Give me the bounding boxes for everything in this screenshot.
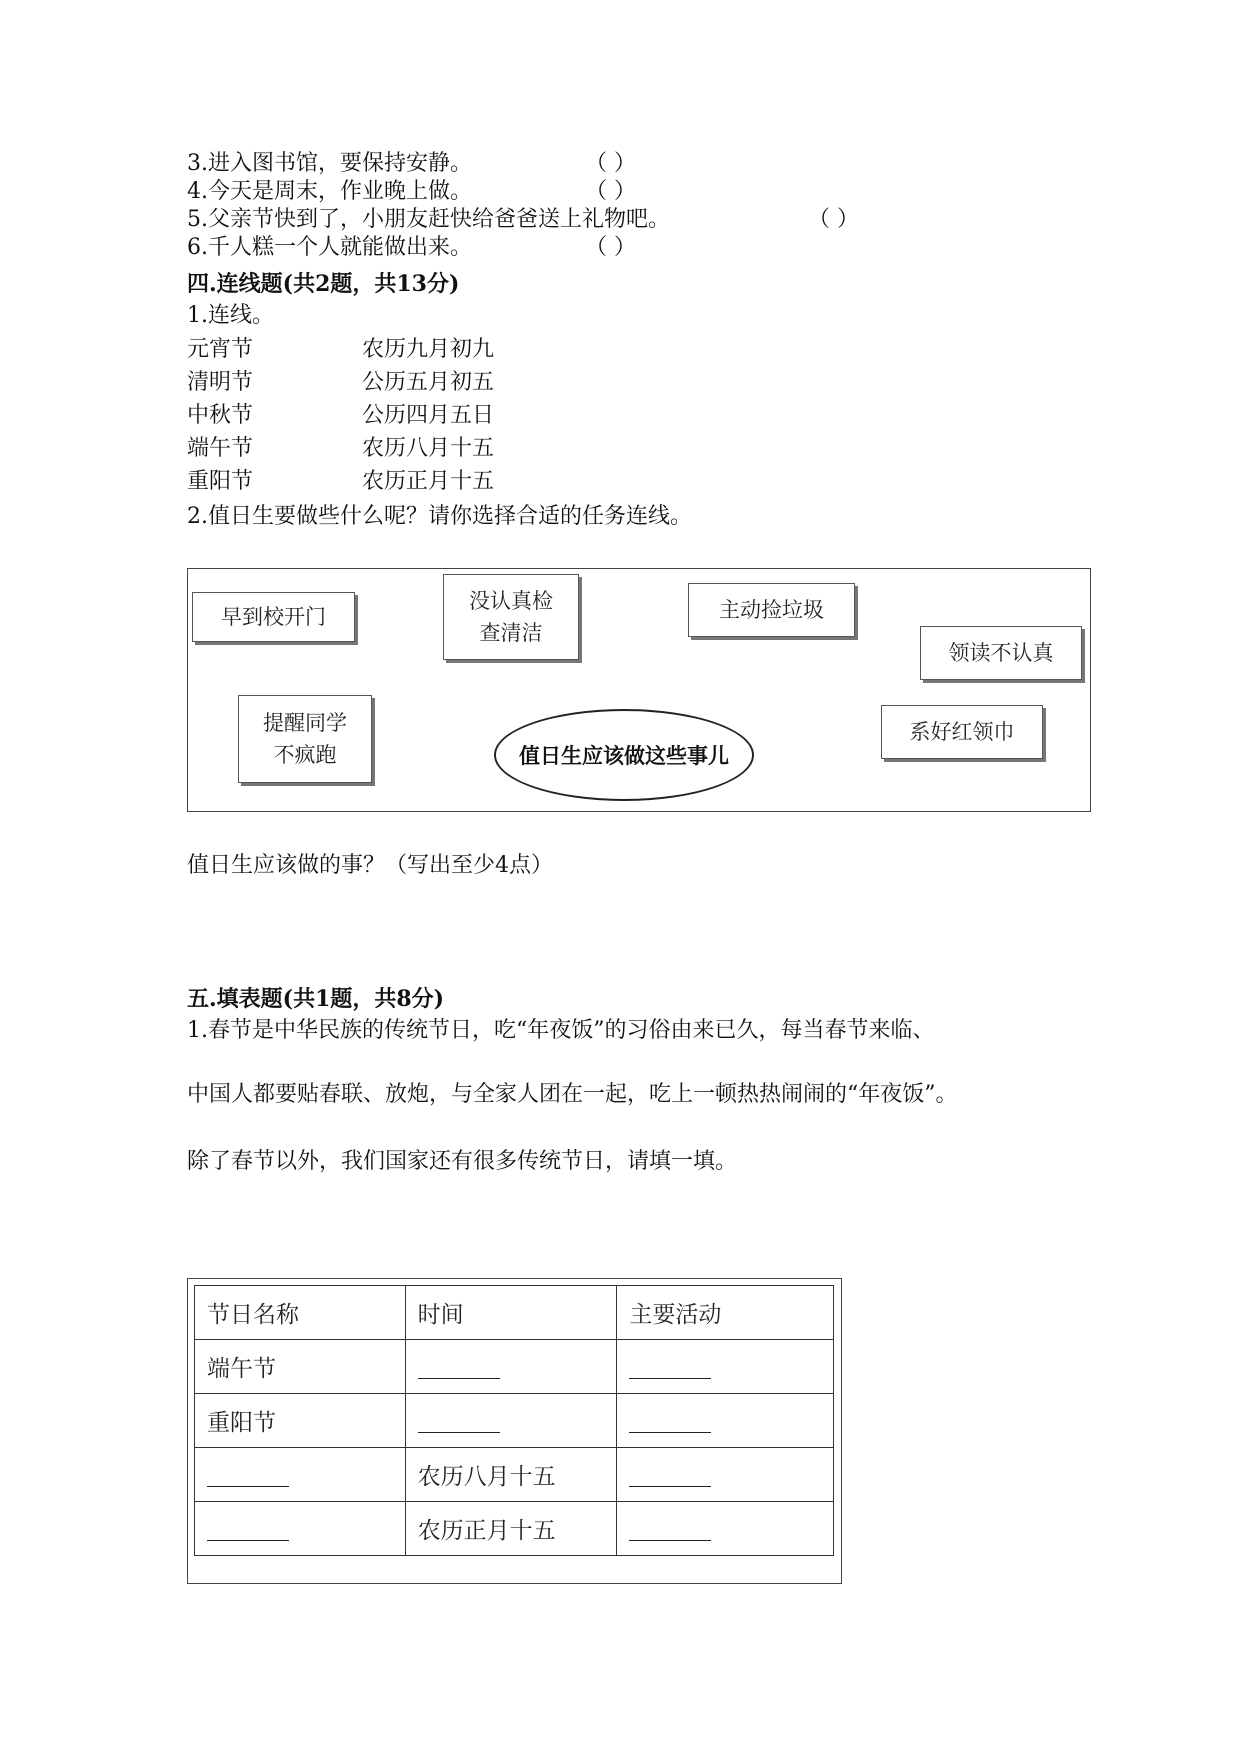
answer-blank[interactable] [207, 1464, 289, 1487]
blank-cell[interactable] [617, 1502, 834, 1556]
blank-cell[interactable] [617, 1394, 834, 1448]
answer-paren-6[interactable]: （ ） [585, 235, 636, 260]
task-box-check-cleaning[interactable]: 没认真检 查清洁 [443, 574, 579, 660]
table-row [195, 1340, 834, 1394]
match-right-item[interactable]: 农历九月初九 [362, 337, 495, 362]
table-row [195, 1502, 834, 1556]
q2-prompt: 2.值日生要做些什么呢？请你选择合适的任务连线。 [187, 504, 692, 529]
answer-blank[interactable] [629, 1410, 711, 1433]
match-right-item[interactable]: 农历八月十五 [362, 436, 495, 461]
table-header-row [195, 1286, 834, 1340]
table-cell: 农历八月十五 [405, 1448, 617, 1502]
table-row [195, 1448, 834, 1502]
blank-cell[interactable] [405, 1394, 617, 1448]
header-cell: 主要活动 [617, 1286, 834, 1340]
duty-task-figure [187, 568, 1091, 812]
center-oval[interactable]: 值日生应该做这些事儿 [494, 709, 754, 801]
section5-heading: 五.填表题(共1题，共8分) [187, 986, 445, 1012]
festival-table [194, 1285, 834, 1556]
match-left-item[interactable]: 中秋节 [187, 403, 254, 428]
table-cell: 端午节 [195, 1340, 406, 1394]
answer-blank[interactable] [629, 1464, 711, 1487]
answer-paren-5[interactable]: （ ） [808, 207, 859, 232]
table-cell: 重阳节 [195, 1394, 406, 1448]
para-line-1: 1.春节是中华民族的传统节日，吃“年夜饭”的习俗由来已久，每当春节来临、 [187, 1018, 935, 1043]
tf-item-4: 4.今天是周末，作业晚上做。 [187, 179, 472, 204]
tf-item-6: 6.千人糕一个人就能做出来。 [187, 235, 472, 260]
table-row [195, 1394, 834, 1448]
answer-blank[interactable] [207, 1518, 289, 1541]
para-line-2: 中国人都要贴春联、放炮，与全家人团在一起，吃上一顿热热闹闹的“年夜饭”。 [187, 1082, 958, 1107]
match-left-item[interactable]: 重阳节 [187, 469, 254, 494]
festival-table-frame [187, 1278, 842, 1584]
q1-prompt: 1.连线。 [187, 303, 274, 328]
task-box-pick-trash[interactable]: 主动捡垃圾 [688, 583, 855, 637]
match-left-item[interactable]: 清明节 [187, 370, 254, 395]
blank-cell[interactable] [617, 1448, 834, 1502]
answer-paren-3[interactable]: （ ） [585, 151, 636, 176]
task-box-no-running[interactable]: 提醒同学 不疯跑 [238, 695, 372, 783]
header-cell: 节日名称 [195, 1286, 406, 1340]
match-right-item[interactable]: 公历四月五日 [362, 403, 495, 428]
q2-question: 值日生应该做的事？（写出至少4点） [187, 853, 553, 878]
tf-item-3: 3.进入图书馆，要保持安静。 [187, 151, 472, 176]
match-left-item[interactable]: 端午节 [187, 436, 254, 461]
table-cell: 农历正月十五 [405, 1502, 617, 1556]
match-right-item[interactable]: 农历正月十五 [362, 469, 495, 494]
blank-cell[interactable] [617, 1340, 834, 1394]
answer-blank[interactable] [629, 1356, 711, 1379]
para-line-3: 除了春节以外，我们国家还有很多传统节日，请填一填。 [187, 1149, 738, 1174]
task-box-read-lead[interactable]: 领读不认真 [920, 626, 1082, 680]
blank-cell[interactable] [195, 1502, 406, 1556]
blank-cell[interactable] [195, 1448, 406, 1502]
answer-blank[interactable] [418, 1356, 500, 1379]
task-box-open-door[interactable]: 早到校开门 [192, 592, 355, 642]
blank-cell[interactable] [405, 1340, 617, 1394]
tf-item-5: 5.父亲节快到了，小朋友赶快给爸爸送上礼物吧。 [187, 207, 670, 232]
match-right-item[interactable]: 公历五月初五 [362, 370, 495, 395]
task-box-red-scarf[interactable]: 系好红领巾 [881, 705, 1043, 759]
answer-paren-4[interactable]: （ ） [585, 179, 636, 204]
section4-heading: 四.连线题(共2题，共13分) [187, 271, 460, 297]
header-cell: 时间 [405, 1286, 617, 1340]
answer-blank[interactable] [418, 1410, 500, 1433]
match-left-item[interactable]: 元宵节 [187, 337, 254, 362]
answer-blank[interactable] [629, 1518, 711, 1541]
